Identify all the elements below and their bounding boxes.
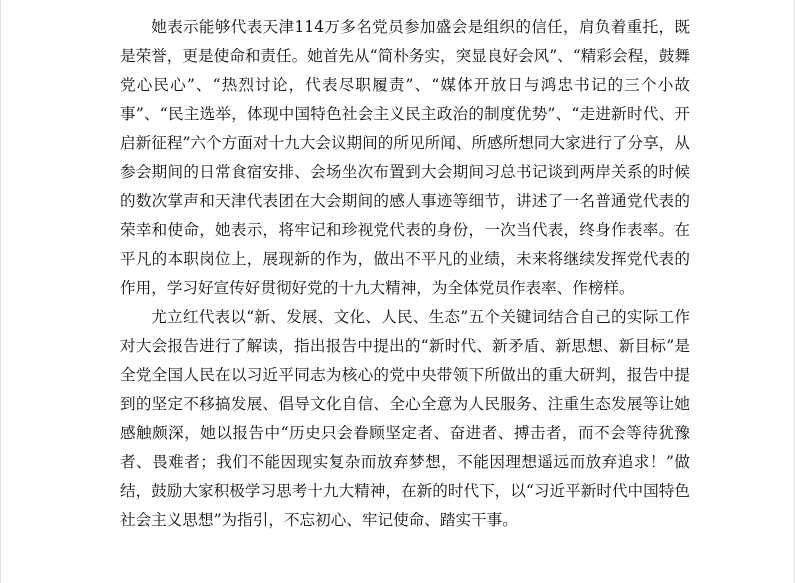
article-body xyxy=(120,13,690,535)
paragraph-representative-speech: 她表示能够代表天津114万多名党员参加盛会是组织的信任，肩负着重托，既是荣誉，更是使命和责任。她首先从“简朴务实，突显良好会风”、“精彩会程，鼓舞党心民心”、“热烈讨论，代表尽职履责”、“媒体开放日与鸿忠书记的三个小故事”、“民主选举，体现中国特色社会主义民主政治的制度优势”、“走进新时代、开启新征程”六个方面对十九大会议期间的所见所闻、所感所想同大家进行了分享，从参会期间的日常食宿安排、会场坐次布置到大会期间习总书记谈到两岸关系的时候的数次掌声和天津代表团在大会期间的感人事迹等细节，讲述了一名普通党代表的荣幸和使命，她表示，将牢记和珍视党代表的身份，一次当代表，终身作表率。在平凡的本职岗位上，展现新的作为，做出不平凡的业绩，未来将继续发挥党代表的作用，学习好宣传好贯彻好党的十九大精神，为全体党员作表率、作榜样。 xyxy=(120,18,690,297)
paragraph-youlihong-report: 尤立红代表以“新、发展、文化、人民、生态”五个关键词结合自己的实际工作对大会报告进行了解读，指出报告中提出的“新时代、新矛盾、新思想、新目标”是全党全国人民在以习近平同志为核心的党中央带领下所做出的重大研判，报告中提到的坚定不移搞发展、倡导文化自信、全心全意为人民服务、注重生态发展等让她感触颇深，她以报告中“历史只会眷顾坚定者、奋进者、搏击者，而不会等待犹豫者、畏难者；我们不能因现实复杂而放弃梦想，不能因理想遥远而放弃追求！”做结，鼓励大家积极学习思考十九大精神，在新的时代下，以“习近平新时代中国特色社会主义思想”为指引，不忘初心、牢记使命、踏实干事。 xyxy=(120,308,690,529)
